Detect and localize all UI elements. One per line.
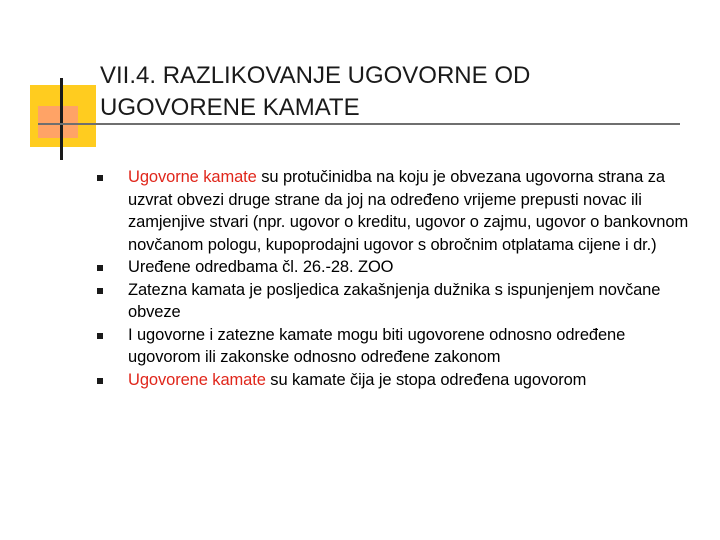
bullet-text: I ugovorne i zatezne kamate mogu biti ugovorene odnosno određene ugovorom ili zakonske odnosno određene zakonom xyxy=(128,325,626,366)
bullet-item xyxy=(90,256,700,279)
bullet-text: su protučinidba na koju je obvezana ugovorna strana za uzvrat obvezi druge strane da joj na određeno vrijeme prepusti novac ili zamjenjive stvari (npr. ugovor o kreditu, ugovor o zajmu, ugovor o bankovnom novčanom pologu, kupoprodajni ugovor s obročnim otplatama cijene i dr.) xyxy=(128,168,689,254)
bullet-item xyxy=(90,166,700,256)
square-bullet-icon xyxy=(97,333,103,339)
decor-vertical-line xyxy=(60,78,63,160)
bullet-item xyxy=(90,279,700,324)
slide-title xyxy=(100,60,700,124)
square-bullet-icon xyxy=(97,378,103,384)
bullet-highlight: Ugovorene kamate xyxy=(128,370,266,389)
decor-pink-square xyxy=(38,106,78,138)
slide-title-line-1: VII.4. RAZLIKOVANJE UGOVORNE OD xyxy=(100,62,531,89)
bullet-item xyxy=(90,369,700,392)
slide-title-line-2: UGOVORENE KAMATE xyxy=(100,94,360,121)
bullet-list xyxy=(90,166,700,391)
square-bullet-icon xyxy=(97,175,103,181)
square-bullet-icon xyxy=(97,265,103,271)
bullet-text: Uređene odredbama čl. 26.-28. ZOO xyxy=(128,258,394,276)
bullet-text: Zatezna kamata je posljedica zakašnjenja dužnika s ispunjenjem novčane obveze xyxy=(128,280,661,321)
bullet-item xyxy=(90,324,700,369)
bullet-highlight: Ugovorne kamate xyxy=(128,168,257,186)
square-bullet-icon xyxy=(97,288,103,294)
bullet-text: su kamate čija je stopa određena ugovorom xyxy=(265,370,587,389)
